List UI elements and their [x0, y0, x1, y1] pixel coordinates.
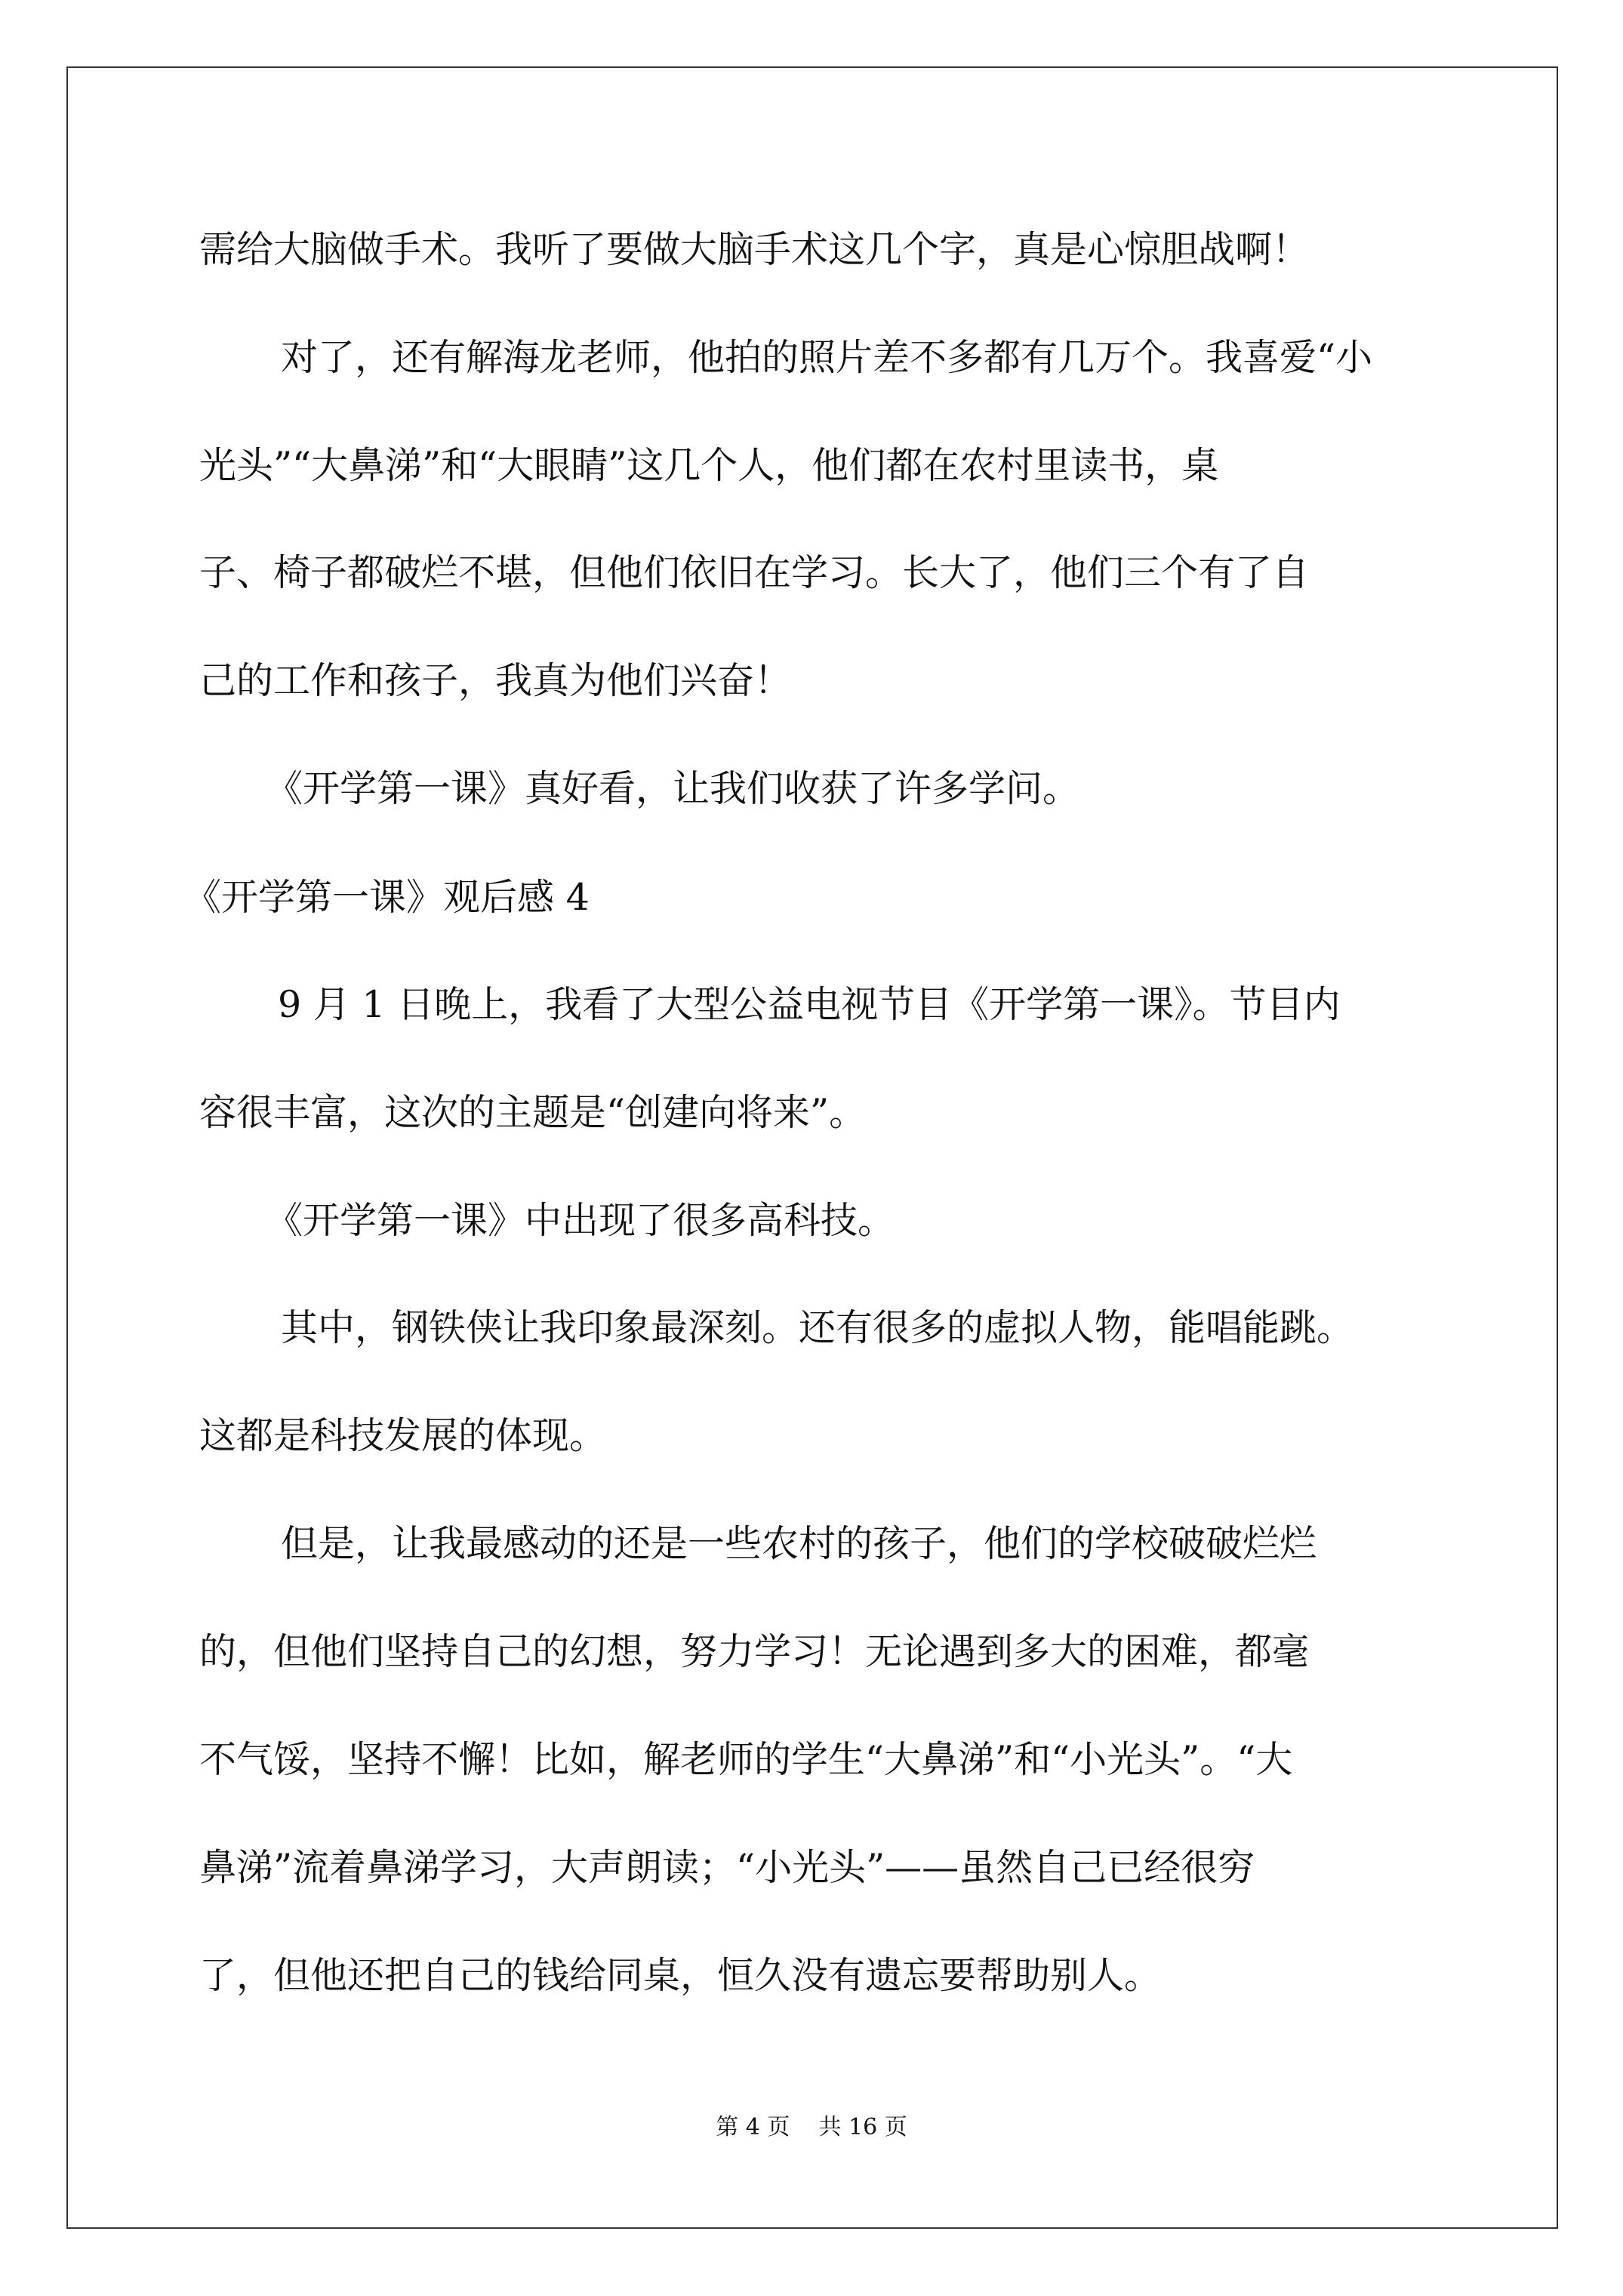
- text-line: 的，但他们坚持自己的幻想，努力学习！无论遇到多大的困难，都毫: [199, 1630, 1310, 1673]
- text-line: 光头”“大鼻涕”和“大眼睛”这几个人，他们都在农村里读书，桌: [199, 444, 1219, 487]
- page-border: [66, 66, 1558, 2229]
- text-line: 容很丰富，这次的主题是“创建向将来”。: [199, 1091, 867, 1134]
- text-line: 这都是科技发展的体现。: [199, 1414, 607, 1457]
- text-line: 己的工作和孩子，我真为他们兴奋！: [199, 659, 792, 702]
- section-heading: 《开学第一课》观后感 4: [184, 876, 590, 919]
- page-number: 第 4 页 共 16 页: [716, 2114, 907, 2140]
- paragraph-first-line: 但是，让我最感动的还是一些农村的孩子，他们的学校破破烂烂: [281, 1522, 1317, 1565]
- paragraph-first-line: 对了，还有解海龙老师，他拍的照片差不多都有几万个。我喜爱“小: [281, 336, 1373, 379]
- paragraph-first-line: 其中，钢铁侠让我印象最深刻。还有很多的虚拟人物，能唱能跳。: [281, 1306, 1354, 1349]
- text-line: 鼻涕”流着鼻涕学习，大声朗读；“小光头”——虽然自己已经很穷: [199, 1846, 1255, 1889]
- text-line: 需给大脑做手术。我听了要做大脑手术这几个字，真是心惊胆战啊！: [199, 228, 1310, 271]
- paragraph-first-line: 9 月 1 日晚上，我看了大型公益电视节目《开学第一课》。节目内: [278, 983, 1341, 1026]
- paragraph-first-line: 《开学第一课》真好看，让我们收获了许多学问。: [266, 767, 1080, 810]
- text-line: 不气馁，坚持不懈！比如，解老师的学生“大鼻涕”和“小光头”。“大: [199, 1738, 1293, 1781]
- text-line: 子、椅子都破烂不堪，但他们依旧在学习。长大了，他们三个有了自: [199, 551, 1310, 594]
- paragraph-first-line: 《开学第一课》中出现了很多高科技。: [266, 1199, 895, 1242]
- text-line: 了，但他还把自己的钱给同桌，恒久没有遗忘要帮助别人。: [199, 1954, 1162, 1997]
